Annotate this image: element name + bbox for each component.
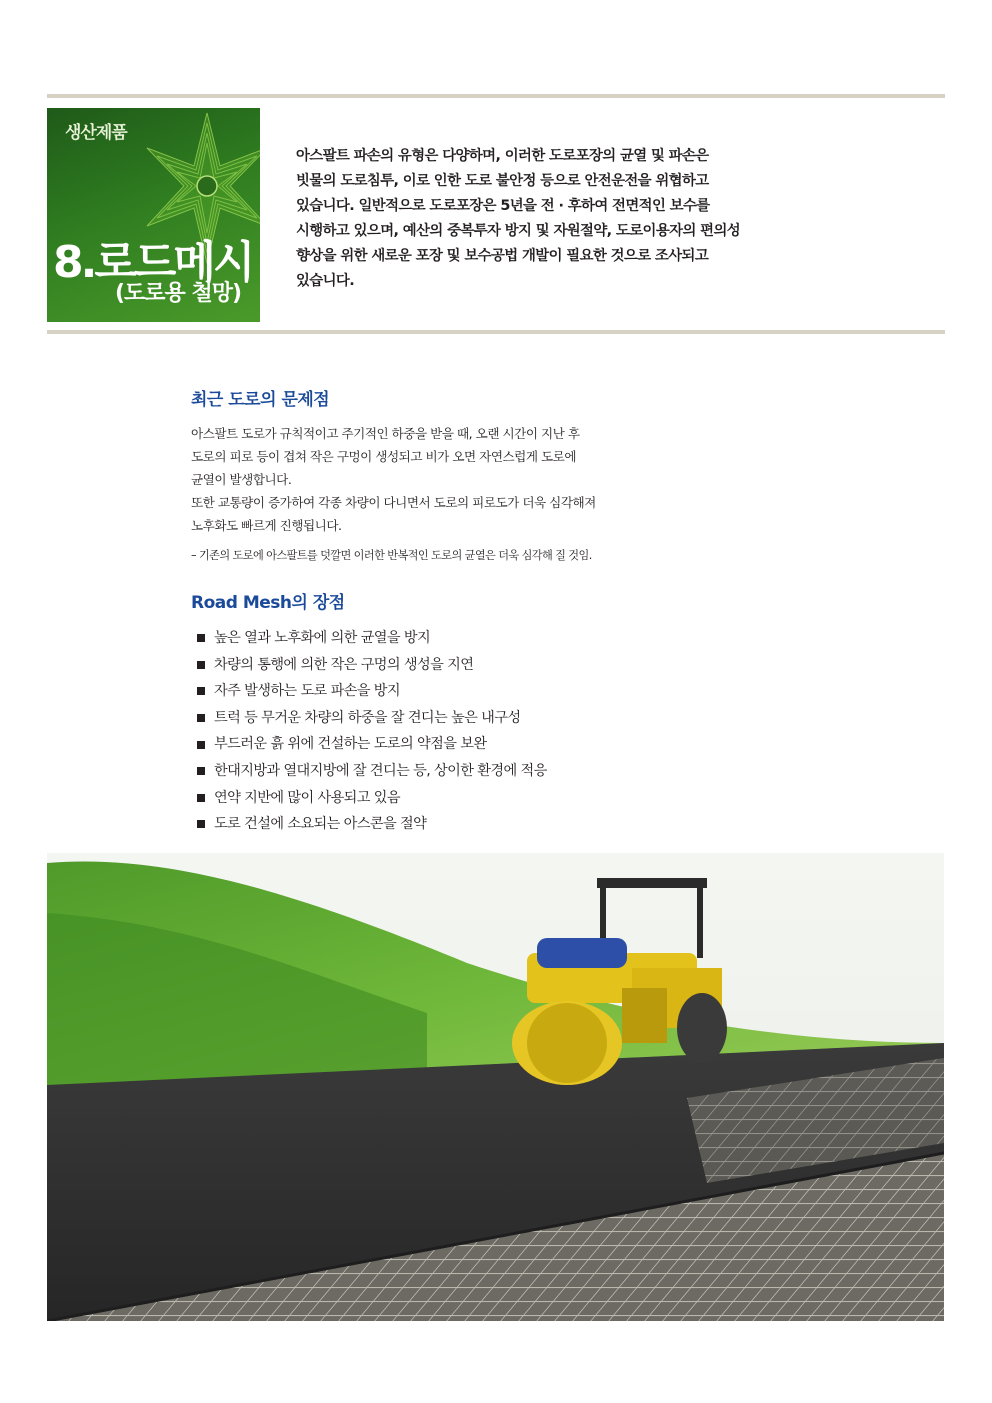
problems-heading: 최근 도로의 문제점 — [191, 390, 330, 410]
problems-body — [191, 422, 671, 537]
advantages-heading: Road Mesh의 장점 — [191, 593, 345, 613]
list-item — [191, 705, 691, 732]
list-item-text: 높은 열과 노후화에 의한 균열을 방지 — [214, 630, 431, 646]
list-item — [191, 758, 691, 785]
list-item — [191, 785, 691, 812]
bullet-square-icon — [197, 820, 205, 828]
bullet-square-icon — [197, 687, 205, 695]
intro-line: 빗물의 도로침투, 이로 인한 도로 불안정 등으로 안전운전을 위협하고 — [296, 173, 709, 189]
problems-line: 균열이 발생합니다. — [191, 472, 292, 487]
problems-note: – 기존의 도로에 아스팔트를 덧깔면 이러한 반복적인 도로의 균열은 더욱 심각해 질 것임. — [191, 549, 592, 562]
problems-line: 아스팔트 도로가 규칙적이고 주기적인 하중을 받을 때, 오랜 시간이 지난 후 — [191, 426, 580, 441]
problems-line: 도로의 피로 등이 겹쳐 작은 구멍이 생성되고 비가 오면 자연스럽게 도로에 — [191, 449, 576, 464]
problems-line: 노후화도 빠르게 진행됩니다. — [191, 518, 342, 533]
bullet-square-icon — [197, 767, 205, 775]
category-label: 생산제품 — [65, 123, 127, 143]
list-item-text: 연약 지반에 많이 사용되고 있음 — [214, 789, 401, 806]
product-title: 8.로드메시 — [53, 237, 253, 288]
road-roller-photo — [47, 853, 944, 1321]
road-construction-illustration — [47, 853, 944, 1321]
list-item-text: 트럭 등 무거운 차량의 하중을 잘 견디는 높은 내구성 — [214, 709, 521, 726]
bottom-divider — [47, 330, 945, 334]
list-item-text: 한대지방과 열대지방에 잘 견디는 등, 상이한 환경에 적응 — [214, 762, 547, 779]
list-item-text: 자주 발생하는 도로 파손을 방지 — [214, 683, 401, 700]
list-item — [191, 811, 691, 838]
intro-line: 향상을 위한 새로운 포장 및 보수공법 개발이 필요한 것으로 조사되고 — [296, 248, 709, 264]
advantages-section — [191, 588, 691, 838]
list-item — [191, 731, 691, 758]
problems-section — [191, 385, 671, 563]
product-subtitle: (도로용 철망) — [115, 281, 242, 306]
intro-line: 시행하고 있으며, 예산의 중복투자 방지 및 자원절약, 도로이용자의 편의성 — [296, 223, 741, 239]
advantages-list — [191, 625, 691, 838]
bullet-square-icon — [197, 661, 205, 669]
list-item-text: 차량의 통행에 의한 작은 구멍의 생성을 지연 — [214, 656, 474, 673]
top-divider — [47, 94, 945, 98]
list-item — [191, 678, 691, 705]
intro-line: 있습니다. — [296, 273, 355, 289]
problems-line: 또한 교통량이 증가하여 각종 차량이 다니면서 도로의 피로도가 더욱 심각해져 — [191, 495, 596, 510]
intro-line: 아스팔트 파손의 유형은 다양하며, 이러한 도로포장의 균열 및 파손은 — [296, 148, 709, 164]
bullet-square-icon — [197, 634, 205, 642]
list-item-text: 부드러운 흙 위에 건설하는 도로의 약점을 보완 — [214, 736, 487, 753]
list-item — [191, 625, 691, 652]
product-badge — [47, 108, 260, 322]
bullet-square-icon — [197, 741, 205, 749]
list-item-text: 도로 건설에 소요되는 아스콘을 절약 — [214, 816, 427, 833]
bullet-square-icon — [197, 714, 205, 722]
intro-paragraph — [296, 144, 766, 294]
intro-line: 있습니다. 일반적으로 도로포장은 5년을 전 · 후하여 전면적인 보수를 — [296, 198, 710, 214]
bullet-square-icon — [197, 794, 205, 802]
list-item — [191, 652, 691, 679]
